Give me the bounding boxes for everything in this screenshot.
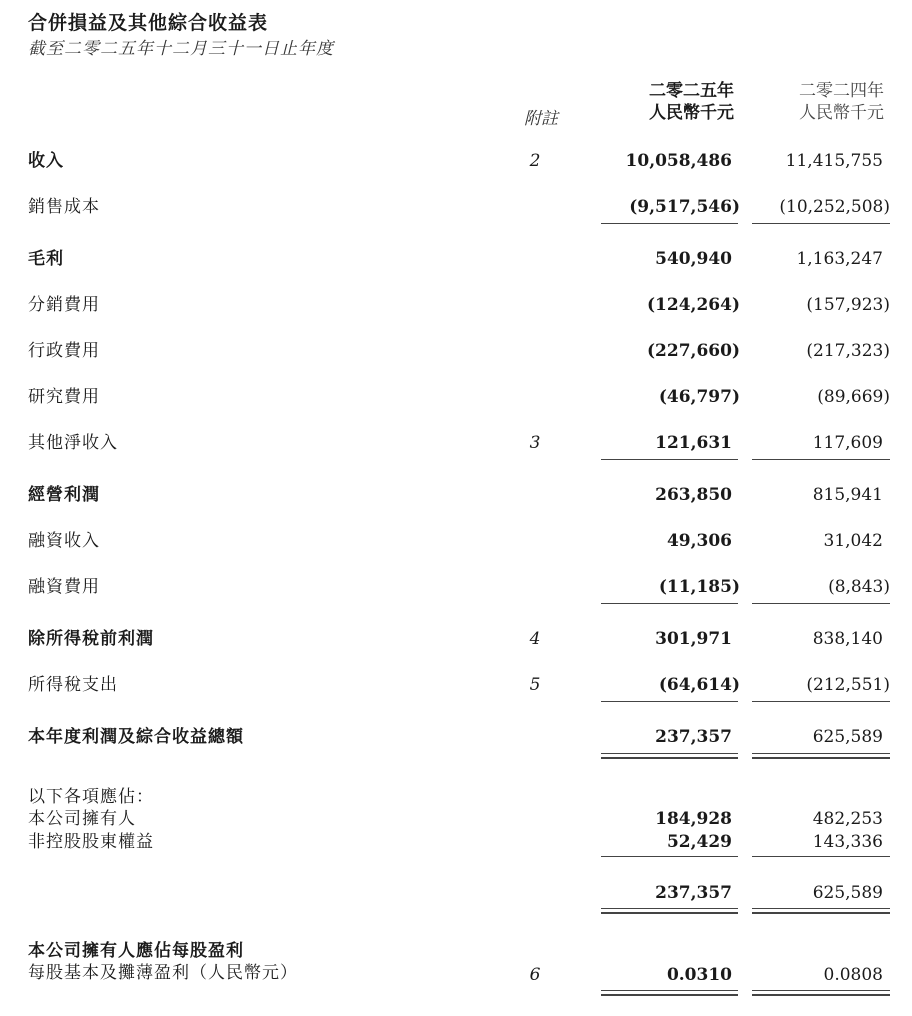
current-year-header — [600, 80, 734, 124]
row-label-administrative-expenses: 行政費用 — [28, 341, 100, 361]
row-prev-finance-income: 31,042 — [823, 531, 883, 551]
row-label-gross-profit: 毛利 — [28, 249, 64, 269]
current-unit-label: 人民幣千元 — [649, 103, 734, 123]
row-cur-profit-before-tax: 301,971 — [655, 629, 732, 649]
row-cur-cost-of-sales: (9,517,546) — [629, 197, 740, 217]
row-label-cost-of-sales: 銷售成本 — [28, 197, 100, 217]
subtotal-line — [752, 223, 890, 224]
row-cur-income-tax: (64,614) — [658, 675, 740, 695]
prior-year-label: 二零二四年 — [799, 81, 884, 101]
row-prev-profit-before-tax: 838,140 — [812, 629, 883, 649]
prior-unit-label: 人民幣千元 — [799, 103, 884, 123]
row-label-revenue: 收入 — [28, 151, 64, 171]
row-label-profit-before-tax: 除所得稅前利潤 — [28, 629, 154, 649]
subtotal-line — [752, 459, 890, 460]
row-prev-research-expenses: (89,669) — [817, 387, 890, 407]
row-label-research-expenses: 研究費用 — [28, 387, 100, 407]
row-label-income-tax: 所得稅支出 — [28, 675, 118, 695]
row-label-operating-profit: 經營利潤 — [28, 485, 100, 505]
eps-note: 6 — [529, 965, 541, 985]
subtotal-line — [752, 701, 890, 702]
row-note-income-tax: 5 — [529, 675, 541, 695]
subtotal-line — [601, 603, 738, 604]
statement-subtitle: 截至二零二五年十二月三十一日止年度 — [28, 39, 334, 59]
row-cur-gross-profit: 540,940 — [655, 249, 732, 269]
double-underline — [601, 757, 738, 759]
subtotal-line — [601, 459, 738, 460]
row-cur-operating-profit: 263,850 — [655, 485, 732, 505]
row-prev-revenue: 11,415,755 — [785, 151, 883, 171]
eps-prev: 0.0808 — [823, 965, 883, 985]
row-cur-finance-income: 49,306 — [666, 531, 732, 551]
nci-label: 非控股股東權益 — [28, 832, 154, 852]
double-underline — [752, 757, 890, 759]
owners-prev: 482,253 — [812, 809, 883, 829]
row-prev-finance-costs: (8,843) — [828, 577, 890, 597]
owners-cur: 184,928 — [655, 809, 732, 829]
row-prev-gross-profit: 1,163,247 — [796, 249, 883, 269]
double-underline — [752, 994, 890, 996]
double-underline — [601, 912, 738, 914]
subtotal-line — [601, 223, 738, 224]
row-label-finance-costs: 融資費用 — [28, 577, 100, 597]
row-note-revenue: 2 — [529, 151, 541, 171]
subtotal-line — [752, 856, 890, 857]
row-prev-other-net-income: 117,609 — [812, 433, 883, 453]
owners-label: 本公司擁有人 — [28, 809, 136, 829]
row-cur-distribution-expenses: (124,264) — [647, 295, 740, 315]
row-cur-revenue: 10,058,486 — [625, 151, 732, 171]
subtotal-line — [601, 856, 738, 857]
row-prev-income-tax: (212,551) — [806, 675, 890, 695]
row-prev-operating-profit: 815,941 — [812, 485, 883, 505]
statement-title: 合併損益及其他綜合收益表 — [28, 12, 269, 34]
row-cur-administrative-expenses: (227,660) — [647, 341, 740, 361]
note-column-header: 附註 — [524, 109, 558, 129]
row-note-other-net-income: 3 — [529, 433, 541, 453]
double-underline — [601, 908, 738, 909]
row-prev-distribution-expenses: (157,923) — [806, 295, 890, 315]
row-label-distribution-expenses: 分銷費用 — [28, 295, 100, 315]
nci-cur: 52,429 — [666, 832, 732, 852]
double-underline — [601, 753, 738, 754]
subtotal-line — [752, 603, 890, 604]
row-cur-other-net-income: 121,631 — [655, 433, 732, 453]
row-label-finance-income: 融資收入 — [28, 531, 100, 551]
double-underline — [601, 994, 738, 996]
subtotal-line — [601, 701, 738, 702]
attributable-heading: 以下各項應佔： — [28, 787, 154, 807]
row-prev-total-comprehensive-income: 625,589 — [812, 727, 883, 747]
eps-heading: 本公司擁有人應佔每股盈利 — [28, 941, 244, 961]
eps-label: 每股基本及攤薄盈利（人民幣元） — [28, 963, 298, 983]
double-underline — [752, 753, 890, 754]
eps-cur: 0.0310 — [666, 965, 732, 985]
row-cur-research-expenses: (46,797) — [658, 387, 740, 407]
row-cur-finance-costs: (11,185) — [658, 577, 740, 597]
nci-prev: 143,336 — [812, 832, 883, 852]
double-underline — [752, 908, 890, 909]
prior-year-header — [750, 80, 884, 124]
row-label-other-net-income: 其他淨收入 — [28, 433, 118, 453]
double-underline — [752, 912, 890, 914]
row-prev-cost-of-sales: (10,252,508) — [779, 197, 890, 217]
double-underline — [752, 990, 890, 991]
row-cur-total-comprehensive-income: 237,357 — [655, 727, 732, 747]
attributable-total-cur: 237,357 — [655, 883, 732, 903]
row-note-profit-before-tax: 4 — [529, 629, 541, 649]
current-year-label: 二零二五年 — [649, 81, 734, 101]
row-prev-administrative-expenses: (217,323) — [806, 341, 890, 361]
attributable-total-prev: 625,589 — [812, 883, 883, 903]
row-label-total-comprehensive-income: 本年度利潤及綜合收益總額 — [28, 727, 244, 747]
double-underline — [601, 990, 738, 991]
